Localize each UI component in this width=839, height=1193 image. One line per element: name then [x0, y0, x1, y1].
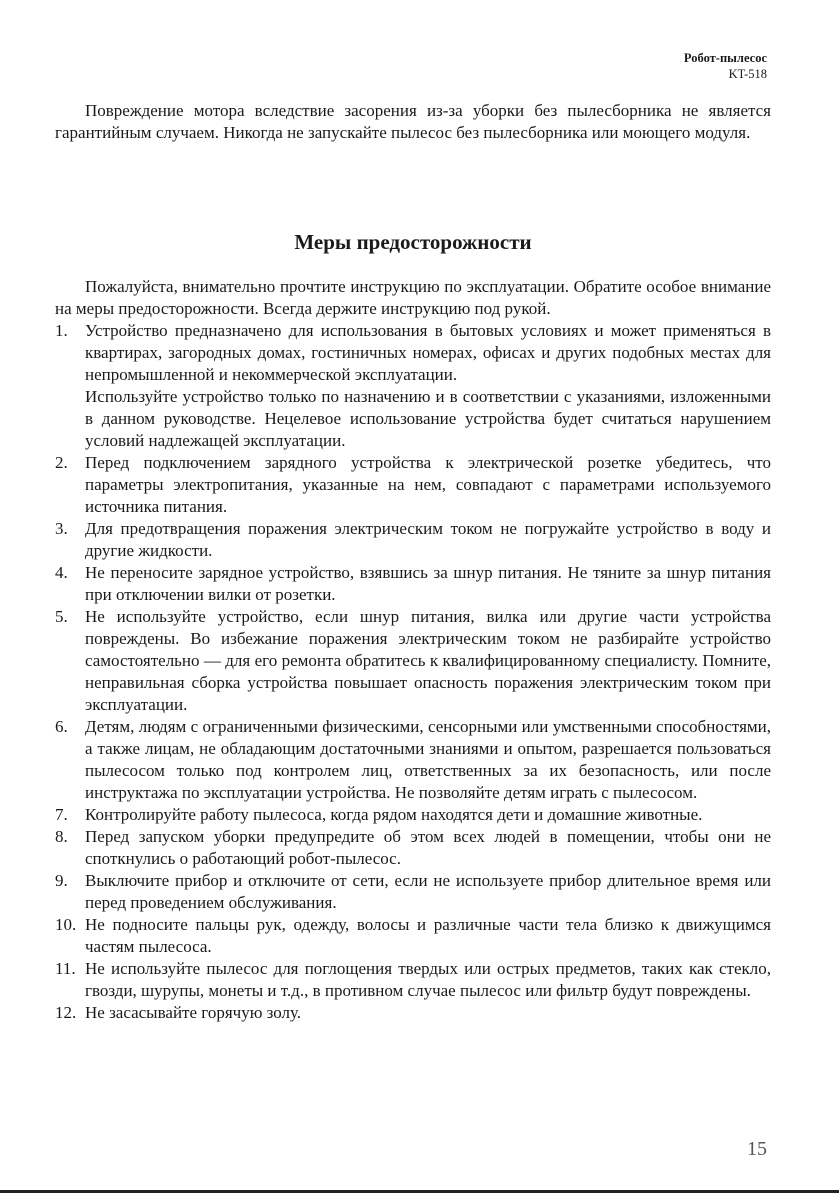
precaution-item — [55, 562, 771, 606]
precaution-number: 9. — [55, 871, 68, 890]
precaution-text: Используйте устройство только по назначению и в соответствии с указаниями, изложенными в данном руководстве. Нецелевое использование устройства будет считаться нарушением условий надлежащей эксплуатации. — [85, 387, 771, 450]
precaution-item — [55, 870, 771, 914]
precaution-item — [55, 716, 771, 804]
precaution-number: 2. — [55, 453, 68, 472]
precaution-text: Детям, людям с ограниченными физическими, сенсорными или умственными способностями, а также лицам, не обладающим достаточными знаниями и опытом, разрешается пользоваться пылесосом только под контролем лиц, ответственных за их безопасность, или после инструктажа по эксплуатации устройства. Не позволяйте детям играть с пылесосом. — [85, 717, 771, 802]
page-number: 15 — [747, 1138, 767, 1160]
preface-paragraph: Пожалуйста, внимательно прочтите инструкцию по эксплуатации. Обратите особое внимание на меры предосторожности. Всегда держите инструкцию под рукой. — [55, 277, 771, 318]
precaution-item — [55, 518, 771, 562]
precaution-number: 1. — [55, 321, 68, 340]
precaution-item — [55, 606, 771, 716]
precautions-list — [55, 320, 771, 1024]
precaution-text: Контролируйте работу пылесоса, когда рядом находятся дети и домашние животные. — [85, 805, 703, 824]
precaution-item — [55, 1002, 771, 1024]
precaution-text: Не используйте пылесос для поглощения твердых или острых предметов, таких как стекло, гвозди, шурупы, монеты и т.д., в противном случае пылесос или фильтр будут повреждены. — [85, 959, 771, 1000]
precaution-item — [55, 452, 771, 518]
precaution-item — [55, 958, 771, 1002]
header-product-name: Робот-пылесос — [683, 51, 767, 65]
precaution-text: Не переносите зарядное устройство, взявшись за шнур питания. Не тяните за шнур питания при отключении вилки от розетки. — [85, 563, 771, 604]
precaution-text: Для предотвращения поражения электрическим током не погружайте устройство в воду и другие жидкости. — [85, 519, 771, 560]
precaution-number: 12. — [55, 1003, 77, 1022]
precaution-number: 7. — [55, 805, 68, 824]
precaution-text: Не используйте устройство, если шнур питания, вилка или другие части устройства повреждены. Во избежание поражения электрическим током не разбирайте устройство самостоятельно — для его ремонта обратитесь к квалифицированному специалисту. Помните, неправильная сборка устройства повышает опасность поражения электрическим током при эксплуатации. — [85, 607, 771, 714]
precaution-number: 8. — [55, 827, 68, 846]
precaution-item — [55, 826, 771, 870]
precaution-text: Перед подключением зарядного устройства к электрической розетке убедитесь, что параметры электропитания, указанные на нем, совпадают с параметрами используемого источника питания. — [85, 453, 771, 516]
running-header — [684, 50, 767, 82]
precaution-number: 11. — [55, 959, 76, 978]
precaution-number: 4. — [55, 563, 68, 582]
precaution-text: Выключите прибор и отключите от сети, если не используете прибор длительное время или перед проведением обслуживания. — [85, 871, 771, 912]
precaution-text: Не подносите пальцы рук, одежду, волосы и различные части тела близко к движущимся частям пылесоса. — [85, 915, 771, 956]
intro-paragraph: Повреждение мотора вследствие засорения из-за уборки без пылесборника не является гарантийным случаем. Никогда не запускайте пылесос без пылесборника или моющего модуля. — [55, 101, 771, 142]
precaution-item — [55, 320, 771, 452]
precaution-item — [55, 804, 771, 826]
section-title: Меры предосторожности — [294, 230, 532, 254]
precaution-number: 6. — [55, 717, 68, 736]
precaution-number: 3. — [55, 519, 68, 538]
precaution-text: Устройство предназначено для использования в бытовых условиях и может применяться в квартирах, загородных домах, гостиничных номерах, офисах и других подобных местах для непромышленной и некоммерческой эксплуатации. — [85, 321, 771, 384]
precaution-text: Перед запуском уборки предупредите об этом всех людей в помещении, чтобы они не споткнулись о работающий робот-пылесос. — [85, 827, 771, 868]
precaution-number: 5. — [55, 607, 68, 626]
precaution-number: 10. — [55, 915, 77, 934]
header-model-number: KT-518 — [728, 67, 767, 81]
precaution-item — [55, 914, 771, 958]
precaution-text: Не засасывайте горячую золу. — [85, 1003, 302, 1022]
